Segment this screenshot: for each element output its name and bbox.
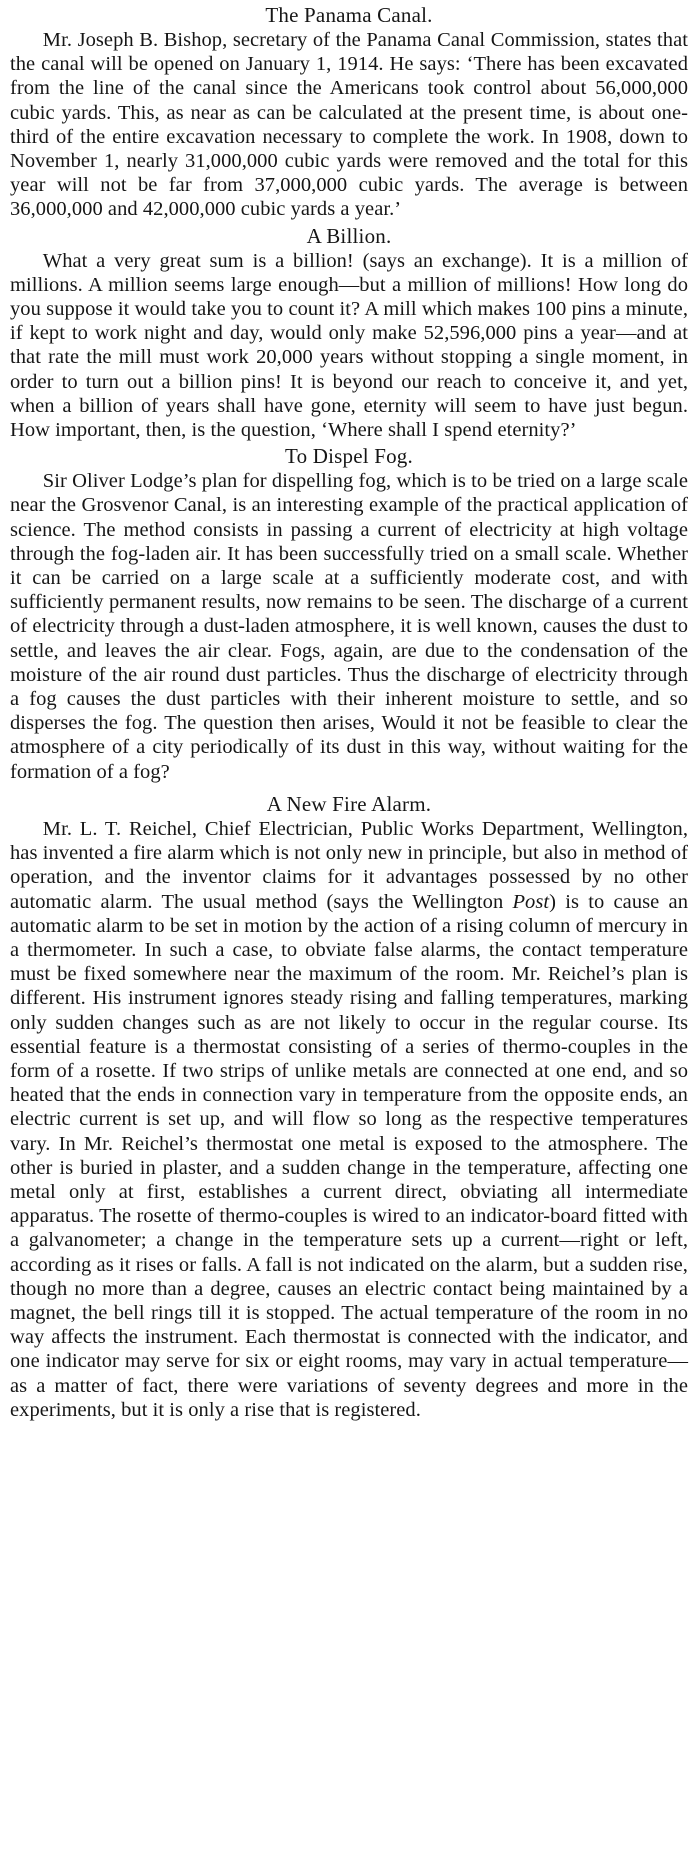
article-a-billion: [10, 225, 688, 443]
article-body-part-1: Mr. L. T. Reichel, Chief Electrician, Public Works Department, Wellington, has invented a fire alarm which is not only new in principle, but also in method of operation, and the inventor claims for it advantages possessed by no other automatic alarm. The usual method (says the Wellington: [10, 817, 688, 913]
article-heading: To Dispel Fog.: [285, 444, 413, 469]
article-body: Sir Oliver Lodge’s plan for dispelling fog, which is to be tried on a large scale near the Grosvenor Canal, is an interesting example of the practical application of science. The method consists in passing a current of electricity at high voltage through the fog-laden air. It has been successfully tried on a small scale. Whether it can be carried on a large scale at a sufficiently moderate cost, and with sufficiently permanent results, now remains to be seen. The discharge of a current of electricity through a dust-laden atmosphere, it is well known, causes the dust to settle, and leaves the air clear. Fogs, again, are due to the condensation of the moisture of the air round dust particles. Thus the discharge of electricity through a fog causes the dust particles with their inherent moisture to settle, and so disperses the fog. The question then arises, Would it not be feasible to clear the atmosphere of a city periodically of its dust in this way, without waiting for the formation of a fog?: [10, 470, 688, 783]
newspaper-name-italic: Post: [512, 890, 550, 913]
article-body: Mr. Joseph B. Bishop, secretary of the Panama Canal Commission, states that the canal will be opened on January 1, 1914. He says: ‘There has been excavated from the line of the canal since the Americans took control about 56,000,000 cubic yards. This, as near as can be calculated at the present time, is about one-third of the entire excavation necessary to complete the work. In 1908, down to November 1, nearly 31,000,000 cubic yards were removed and the total for this year will not be far from 37,000,000 cubic yards. The average is between 36,000,000 and 42,000,000 cubic yards a year.’: [10, 29, 688, 221]
article-heading: A New Fire Alarm.: [266, 791, 432, 816]
article-new-fire-alarm: [10, 793, 688, 1422]
article-heading: The Panama Canal.: [265, 3, 433, 27]
article-body: [10, 817, 688, 1422]
article-to-dispel-fog: [10, 445, 688, 784]
article-heading: A Billion.: [306, 223, 392, 248]
article-body: What a very great sum is a billion! (says an exchange). It is a million of millions. A million seems large enough—but a million of millions! How long do you suppose it would take you to count it? A mill which makes 100 pins a minute, if kept to work night and day, would only make 52,596,000 pins a year—and at that rate the mill must work 20,000 years without stopping a single moment, in order to turn out a billion pins! It is beyond our reach to conceive it, and yet, when a billion of years shall have gone, eternity will seem to have just begun. How important, then, is the question, ‘Where shall I spend eternity?’: [10, 249, 688, 442]
article-body-part-2: ) is to cause an automatic alarm to be set in motion by the action of a rising column of mercury in a thermometer. In such a case, to obviate false alarms, the contact temperature must be fixed somewhere near the maximum of the room. Mr. Reichel’s plan is different. His instrument ignores steady rising and falling temperatures, marking only sudden changes such as are not likely to occur in the regular course. Its essential feature is a thermostat consisting of a series of thermo-couples in the form of a rosette. If two strips of unlike metals are connected at one end, and so heated that the ends in connection vary in temperature from the opposite ends, an electric current is set up, and will flow so long as the respective temperatures vary. In Mr. Reichel’s thermostat one metal is exposed to the atmosphere. The other is buried in plaster, and a sudden change in the temperature, affecting one metal only at first, establishes a current direct, obviating all intermediate apparatus. The rosette of thermo-couples is wired to an indicator-board fitted with a galvanometer; a change in the temperature sets up a current—right or left, according as it rises or falls. A fall is not indicated on the alarm, but a sudden rise, though no more than a degree, causes an electric contact being maintained by a magnet, the bell rings till it is stopped. The actual temperature of the room in no way affects the instrument. Each thermostat is connected with the indicator, and one indicator may serve for six or eight rooms, may vary in actual temperature—as a matter of fact, there were variations of seventy degrees and more in the experiments, but it is only a rise that is registered.: [10, 890, 688, 1421]
article-panama-canal: [10, 4, 688, 222]
